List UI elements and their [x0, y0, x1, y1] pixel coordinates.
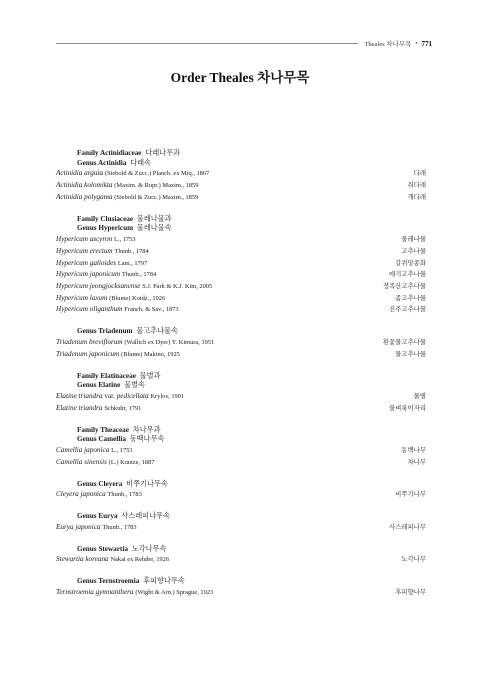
heading-label: Genus Hypericum: [77, 224, 134, 233]
species-korean-name: 사스레피나무: [388, 523, 426, 531]
family-heading: [56, 215, 426, 225]
species-row: [56, 554, 426, 566]
running-head-section: Theales 차나무목: [364, 41, 412, 48]
species-row: [56, 522, 426, 534]
heading-label: Genus Cleyera: [77, 479, 123, 488]
species-korean-name: 물레나물: [401, 236, 426, 244]
species-name: Hypericum jeongjocksanense: [56, 281, 141, 290]
species-authority: L., 1753: [114, 236, 136, 244]
species-entry: [56, 234, 136, 246]
species-authority: (Maxim. & Rupr.) Maxim., 1859: [114, 182, 199, 190]
running-head: [56, 39, 432, 48]
taxon-block: [56, 512, 426, 533]
species-name: Hypericum galioides: [56, 258, 117, 267]
species-authority: (Blume) Makino, 1925: [121, 350, 180, 358]
species-entry: [56, 192, 198, 204]
species-name: Stewartia koreana: [56, 555, 109, 564]
heading-korean-name: 비쭈기나무속: [126, 479, 168, 488]
species-name: Actinidia kolomikta: [56, 181, 113, 190]
species-name: Hypericum japonicum: [56, 270, 121, 279]
heading-label: Family Elatinaceae: [77, 371, 136, 380]
family-heading: [56, 149, 426, 159]
species-entry: [56, 246, 149, 258]
taxon-block: [56, 577, 426, 598]
species-name: Actinidia arguta: [56, 169, 104, 178]
species-authority: (Blume) Koidz., 1926: [109, 294, 166, 302]
taxon-block: [56, 215, 426, 316]
species-row: [56, 445, 426, 457]
species-entry: [56, 304, 179, 316]
taxon-block: [56, 426, 426, 469]
species-name: Hypericum erectum: [56, 246, 113, 255]
species-authority: Thunb., 1783: [107, 491, 142, 499]
species-name: Triadenum breviflorum: [56, 337, 123, 346]
species-name: Eurya japonica: [56, 522, 101, 531]
family-heading: [56, 426, 426, 436]
species-authority: Lam., 1797: [117, 259, 148, 267]
species-row: [56, 403, 426, 415]
species-entry: [56, 587, 213, 599]
species-korean-name: 개다래: [407, 193, 426, 201]
heading-label: Genus Eurya: [77, 512, 118, 521]
taxon-block: [56, 327, 426, 360]
species-korean-name: 고추나물: [401, 247, 426, 255]
heading-korean-name: 동백나무속: [129, 435, 165, 444]
heading-label: Genus Stewartia: [77, 544, 128, 553]
heading-korean-name: 물별과: [139, 371, 161, 380]
heading-korean-name: 후피향나무속: [143, 577, 185, 586]
species-entry: [56, 522, 137, 534]
species-name: Cleyera japonica: [56, 490, 106, 499]
species-row: [56, 192, 426, 204]
species-row: [56, 180, 426, 192]
family-heading: [56, 372, 426, 382]
species-name: Camellia sinensis: [56, 457, 107, 466]
heading-label: Family Actinidiaceae: [77, 149, 142, 157]
species-authority: (Wight & Arn.) Sprague, 1923: [135, 589, 214, 596]
running-head-bullet: •: [415, 40, 418, 47]
species-row: [56, 293, 426, 305]
genus-heading: [56, 512, 426, 522]
species-korean-name: 다래: [413, 170, 426, 178]
species-entry: [56, 168, 209, 180]
species-authority: Schkuhr, 1791: [104, 404, 142, 412]
species-row: [56, 168, 426, 180]
heading-korean-name: 물고추나물속: [136, 327, 178, 336]
species-name: Actinidia polygama: [56, 192, 113, 201]
genus-heading: [56, 577, 426, 587]
species-entry: [56, 293, 165, 305]
species-entry: [56, 269, 156, 281]
species-entry: [56, 180, 198, 192]
heading-korean-name: 노각나무속: [131, 544, 167, 553]
taxon-block: [56, 372, 426, 415]
heading-label: Genus Camellia: [77, 435, 126, 444]
heading-korean-name: 물별속: [124, 381, 145, 390]
genus-heading: [56, 159, 426, 169]
species-row: [56, 269, 426, 281]
taxon-block: [56, 480, 426, 501]
heading-label: Genus Ternstroemia: [77, 577, 140, 586]
species-entry: [56, 281, 212, 293]
species-korean-name: 갈퀴망종화: [395, 259, 426, 267]
taxon-block: [56, 545, 426, 566]
taxon-list: [56, 149, 426, 610]
species-korean-name: 진주고추나물: [388, 306, 426, 314]
species-korean-name: 물별: [413, 392, 426, 400]
heading-label: Genus Actinidia: [77, 158, 127, 167]
genus-heading: [56, 435, 426, 445]
species-authority: (Siebold & Zucc.) Planch. ex Miq., 1867: [104, 170, 210, 178]
heading-korean-name: 차나무과: [132, 425, 161, 434]
species-name: Triadenum japonicum: [56, 349, 120, 358]
genus-heading: [56, 480, 426, 490]
heading-label: Genus Elatine: [77, 381, 121, 390]
species-entry: [56, 337, 214, 349]
species-row: [56, 391, 426, 403]
species-row: [56, 281, 426, 293]
species-row: [56, 587, 426, 599]
species-korean-name: 동백나무: [401, 446, 426, 454]
species-korean-name: 쥐다래: [407, 182, 426, 190]
species-entry: [56, 457, 155, 469]
species-authority: Krylov, 1901: [150, 392, 185, 400]
genus-heading: [56, 224, 426, 234]
species-entry: [56, 403, 141, 415]
species-korean-name: 차나무: [407, 458, 426, 466]
species-korean-name: 물벼룩이자리: [388, 404, 426, 412]
species-korean-name: 비쭈기나무: [395, 491, 426, 499]
species-authority: (Siebold & Zucc.) Maxim., 1859: [114, 193, 199, 201]
species-korean-name: 노각나무: [401, 556, 426, 564]
species-name: Hypericum oliganthum: [56, 305, 123, 314]
species-row: [56, 304, 426, 316]
taxon-block: [56, 149, 426, 204]
species-row: [56, 337, 426, 349]
heading-korean-name: 물레나물속: [136, 224, 172, 233]
heading-label: Genus Triadenum: [77, 327, 133, 336]
heading-label: Family Clusiaceae: [77, 214, 134, 223]
species-row: [56, 246, 426, 258]
rank-connector: var.: [102, 391, 117, 400]
species-name: Hypericum laxum: [56, 293, 108, 302]
page-title: Order Theales 차나무목: [170, 70, 310, 85]
genus-heading: [56, 545, 426, 555]
species-authority: Thunb., 1784: [114, 247, 149, 255]
heading-korean-name: 다래나무과: [145, 149, 180, 157]
species-name: Elatine triandra: [56, 403, 103, 412]
genus-heading: [56, 381, 426, 391]
species-name: Hypericum ascyron: [56, 235, 113, 244]
species-row: [56, 258, 426, 270]
species-authority: L., 1753: [111, 446, 133, 454]
page-number: 771: [421, 39, 432, 48]
species-entry: [56, 554, 169, 566]
species-korean-name: 정족산고추나물: [382, 282, 426, 290]
heading-label: Family Theaceae: [77, 425, 129, 434]
species-korean-name: 좀고추나물: [395, 294, 426, 302]
species-authority: Thunb., 1784: [121, 271, 157, 279]
species-korean-name: 애기고추나물: [388, 271, 426, 279]
species-authority: Nakai ex Rehder, 1926: [110, 556, 170, 564]
species-korean-name: 후피향나무: [395, 589, 426, 596]
heading-korean-name: 물레나물과: [136, 214, 172, 223]
species-row: [56, 234, 426, 246]
species-authority: (L.) Kuntze, 1887: [108, 458, 155, 466]
species-name: Elatine triandra: [56, 391, 103, 400]
species-korean-name: 물고추나물: [395, 350, 426, 358]
heading-korean-name: 다래속: [130, 158, 151, 167]
species-row: [56, 489, 426, 501]
species-entry: [56, 391, 184, 403]
species-authority: Thunb., 1783: [102, 523, 137, 531]
species-name: Ternstroemia gymnanthera: [56, 588, 134, 596]
species-entry: [56, 445, 133, 457]
species-authority: Franch. & Sav., 1873: [124, 306, 179, 314]
species-row: [56, 349, 426, 361]
species-name: Camellia japonica: [56, 445, 110, 454]
species-entry: [56, 349, 180, 361]
header-rule: [56, 43, 358, 44]
species-authority: (Wallich ex Dyer) Y. Kimura, 1951: [124, 338, 215, 346]
heading-korean-name: 사스레피나무속: [121, 512, 170, 521]
infraspecific-name: pedicellata: [116, 391, 149, 400]
species-row: [56, 457, 426, 469]
species-entry: [56, 489, 142, 501]
species-korean-name: 흰꽃물고추나물: [382, 338, 426, 346]
genus-heading: [56, 327, 426, 337]
species-authority: S.J. Park & K.J. Kim, 2005: [142, 282, 213, 290]
species-entry: [56, 258, 147, 270]
